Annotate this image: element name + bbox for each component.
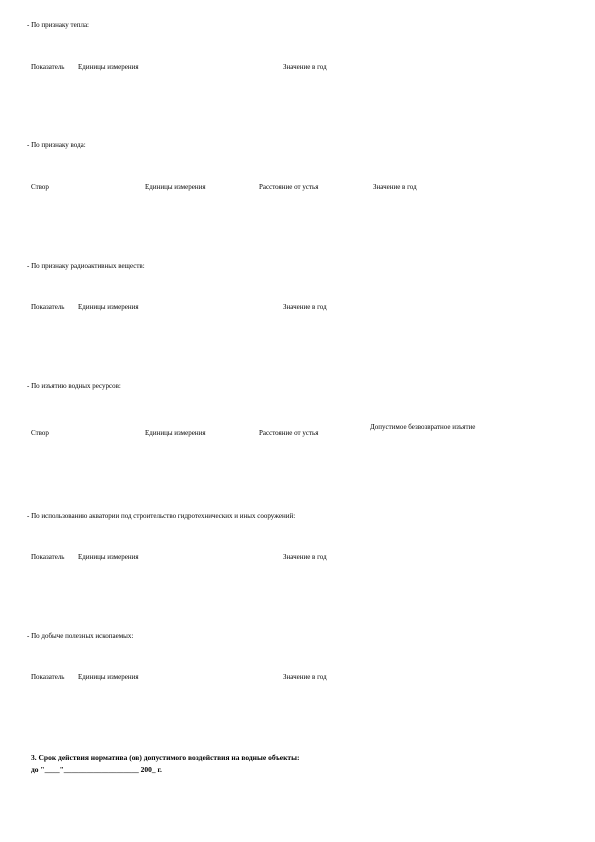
col-allowed-withdrawal: Допустимое безвозвратное изъятие — [370, 423, 476, 431]
col-indicator: Показатель — [31, 303, 65, 311]
col-units: Единицы измерения — [78, 63, 139, 71]
section-heading-water: - По признаку вода: — [27, 141, 86, 149]
col-units: Единицы измерения — [78, 303, 139, 311]
col-indicator: Показатель — [31, 553, 65, 561]
col-annual-value: Значение в год — [283, 553, 327, 561]
col-units: Единицы измерения — [78, 553, 139, 561]
validity-period-date-line: до "____"____________________ 200_ г. — [31, 765, 162, 774]
col-annual-value: Значение в год — [373, 183, 417, 191]
col-units: Единицы измерения — [78, 673, 139, 681]
section-heading-radioactive: - По признаку радиоактивных веществ: — [27, 262, 145, 270]
section-heading-water-withdrawal: - По изъятию водных ресурсов: — [27, 382, 121, 390]
col-distance-from-mouth: Расстояние от устья — [259, 183, 319, 191]
section-heading-mineral-extraction: - По добыче полезных ископаемых: — [27, 632, 134, 640]
col-indicator: Показатель — [31, 63, 65, 71]
col-units: Единицы измерения — [145, 429, 206, 437]
col-distance-from-mouth: Расстояние от устья — [259, 429, 319, 437]
col-annual-value: Значение в год — [283, 63, 327, 71]
section-heading-aquatory-use: - По использованию акватории под строительство гидротехнических и иных сооружений: — [27, 512, 296, 520]
validity-period-heading: 3. Срок действия норматива (ов) допустимого воздействия на водные объекты: — [31, 753, 300, 762]
col-indicator: Показатель — [31, 673, 65, 681]
col-annual-value: Значение в год — [283, 303, 327, 311]
col-annual-value: Значение в год — [283, 673, 327, 681]
col-stvor: Створ — [31, 429, 49, 437]
col-stvor: Створ — [31, 183, 49, 191]
col-units: Единицы измерения — [145, 183, 206, 191]
section-heading-heat: - По признаку тепла: — [27, 21, 90, 29]
